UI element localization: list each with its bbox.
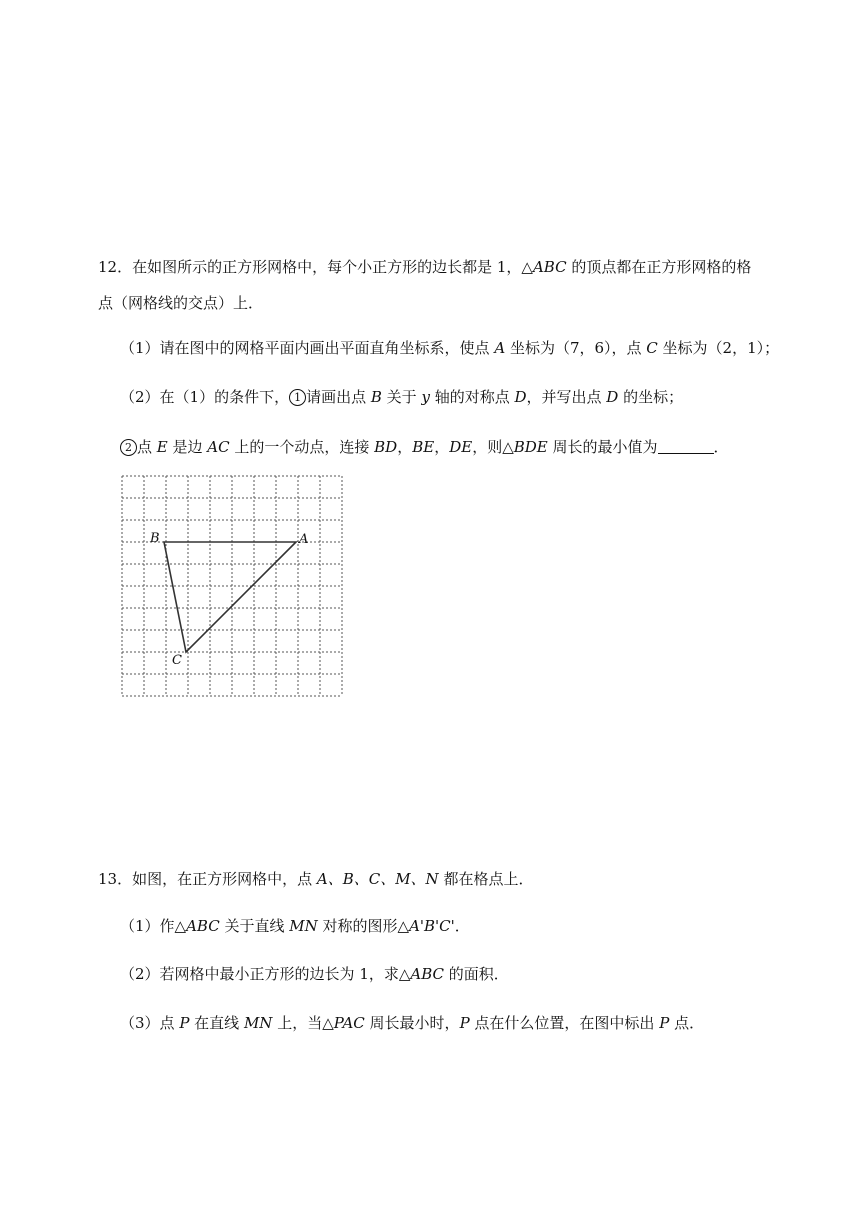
q12-stem-line1 xyxy=(98,256,751,277)
text: PAC xyxy=(333,1014,365,1032)
text: 是边 xyxy=(167,438,208,456)
text: BD xyxy=(374,438,398,456)
text: 关于直线 xyxy=(219,917,290,935)
text: （2）在（1）的条件下， xyxy=(120,388,290,406)
text: （3）点 xyxy=(120,1014,180,1032)
text: ABC xyxy=(186,917,220,935)
text: P xyxy=(459,1014,470,1032)
text: （2）若网格中最小正方形的边长为 1，求△ xyxy=(120,965,411,983)
text: 在直线 xyxy=(189,1014,244,1032)
text: D xyxy=(514,388,527,406)
grid-lines xyxy=(122,476,342,696)
text: A xyxy=(494,339,506,357)
q12-part2-sub2 xyxy=(120,436,729,457)
grid-figure xyxy=(120,474,344,698)
text: 点（网格线的交点）上． xyxy=(98,294,264,312)
circled-number-2: 2 xyxy=(120,439,137,456)
text: ，并写出点 xyxy=(526,388,607,406)
vertex-label-a: A xyxy=(299,532,309,547)
q12-stem-line2 xyxy=(98,292,263,313)
text: 的面积． xyxy=(444,965,509,983)
text: 周长最小时， xyxy=(364,1014,460,1032)
text: AC xyxy=(207,438,230,456)
text: 点在什么位置，在图中标出 xyxy=(469,1014,660,1032)
text: （1）作△ xyxy=(120,917,187,935)
q12-part1 xyxy=(120,337,779,358)
text: ， xyxy=(397,438,413,456)
text: ABC xyxy=(410,965,445,983)
text: 轴的对称点 xyxy=(429,388,515,406)
text: ABC xyxy=(532,258,567,276)
text: 点． xyxy=(669,1014,705,1032)
text: 周长的最小值为 xyxy=(547,438,658,456)
text: 的坐标； xyxy=(618,388,684,406)
text: y xyxy=(421,388,430,406)
text: 请画出点 xyxy=(306,388,371,406)
text: C xyxy=(646,339,658,357)
text: B xyxy=(370,388,382,406)
text: 点 xyxy=(137,438,157,456)
q13-part3 xyxy=(120,1012,704,1033)
text: 13．如图，在正方形网格中，点 xyxy=(98,870,317,888)
circled-number-1: 1 xyxy=(289,389,306,406)
text: ． xyxy=(713,438,729,456)
text: ， xyxy=(434,438,450,456)
text: ． xyxy=(454,917,470,935)
text: BDE xyxy=(513,438,548,456)
text: BE xyxy=(412,438,435,456)
text: 上，当△ xyxy=(272,1014,334,1032)
text: P xyxy=(179,1014,190,1032)
text: 坐标为（7，6），点 xyxy=(505,339,647,357)
text: MN xyxy=(289,917,318,935)
vertex-label-b: B xyxy=(150,531,160,546)
q13-part2 xyxy=(120,963,509,984)
text: A、B、C、M、N xyxy=(316,870,439,888)
text: A'B'C' xyxy=(409,917,455,935)
text: 对称的图形△ xyxy=(317,917,410,935)
text: E xyxy=(156,438,168,456)
text: P xyxy=(659,1014,670,1032)
q12-part2 xyxy=(120,386,683,407)
text: D xyxy=(606,388,619,406)
vertex-label-c: C xyxy=(172,653,182,668)
text: （1）请在图中的网格平面内画出平面直角坐标系，使点 xyxy=(120,339,495,357)
text: MN xyxy=(243,1014,273,1032)
text: 12．在如图所示的正方形网格中，每个小正方形的边长都是 1，△ xyxy=(98,258,533,276)
text: 都在格点上． xyxy=(438,870,534,888)
text: 的顶点都在正方形网格的格 xyxy=(566,258,752,276)
text: 上的一个动点，连接 xyxy=(229,438,375,456)
answer-blank[interactable] xyxy=(658,439,714,454)
text: DE xyxy=(449,438,473,456)
q13-stem xyxy=(98,868,533,889)
text: 坐标为（2，1）； xyxy=(657,339,780,357)
text: ，则△ xyxy=(472,438,514,456)
text: 关于 xyxy=(381,388,422,406)
q13-part1 xyxy=(120,915,470,936)
